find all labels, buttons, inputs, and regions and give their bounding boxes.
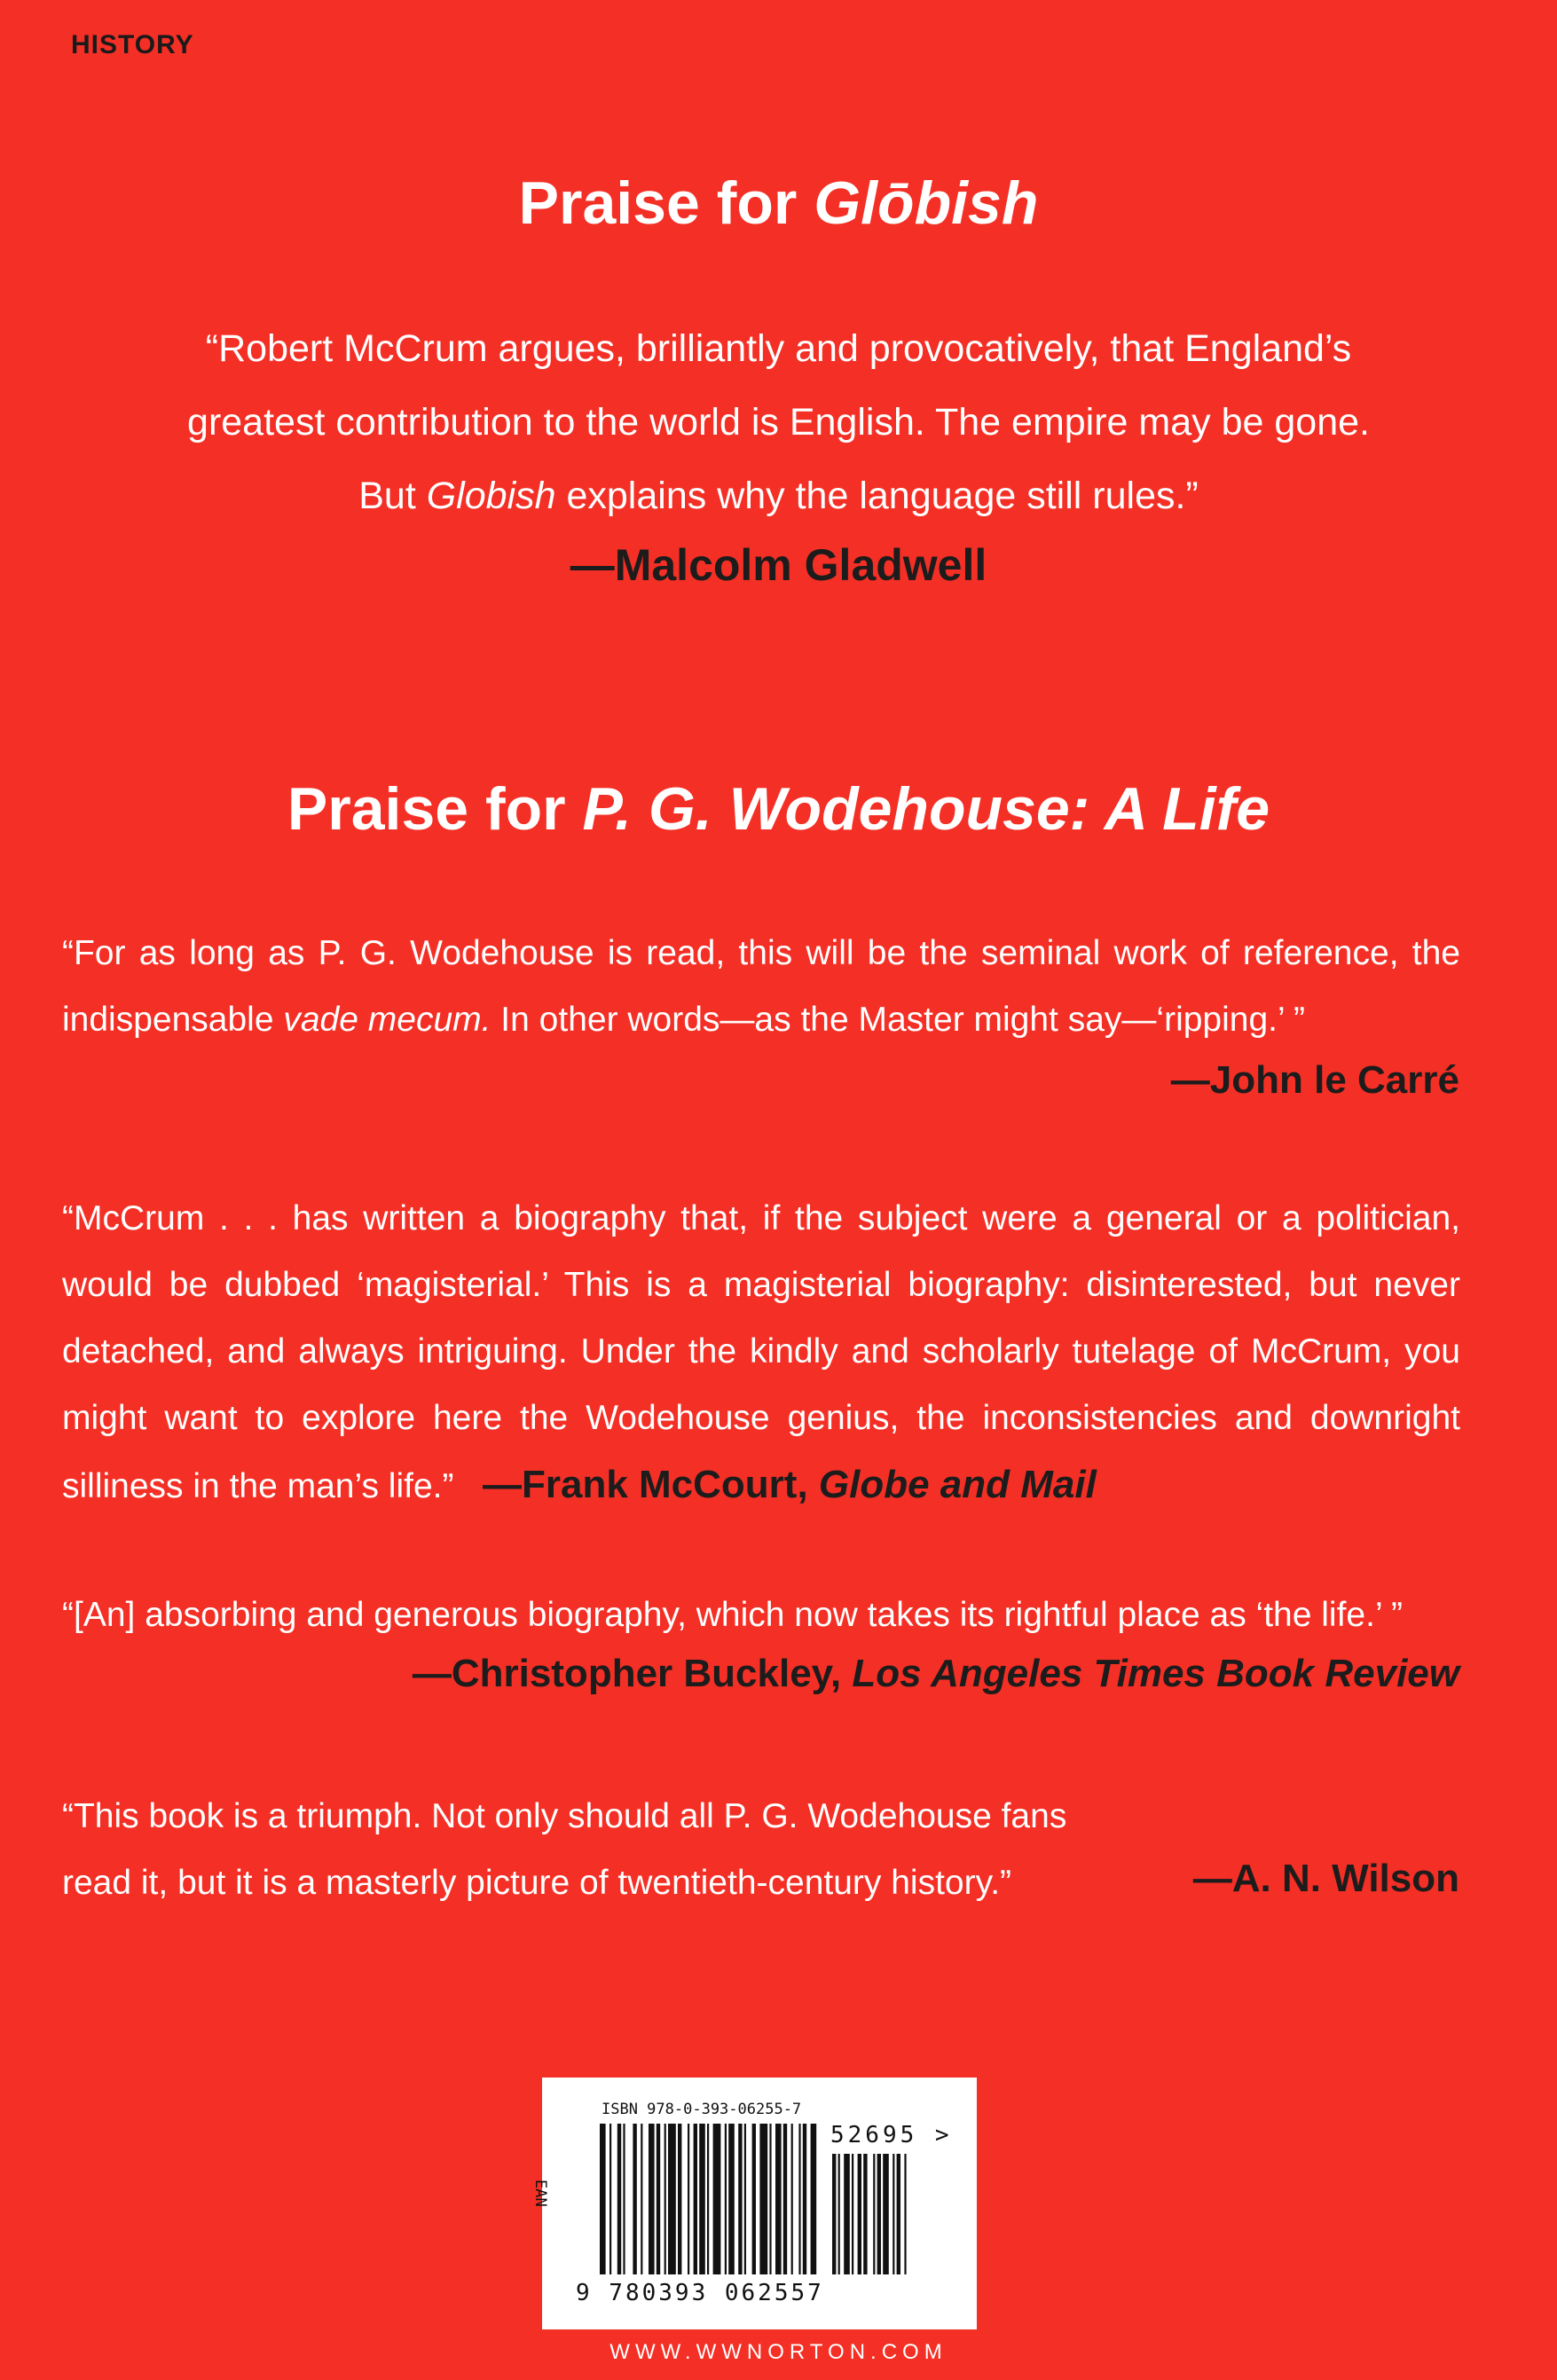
- quote-gladwell: [53, 312, 1504, 533]
- barcode-bar: [728, 2124, 735, 2274]
- quote-text: “This book is a triumph. Not only should all P. G. Wodehouse fans read it, but it is a masterly picture of twentieth-century history.”: [62, 1797, 1067, 1902]
- barcode-bar: [633, 2124, 636, 2274]
- quote-text: In other words—as the Master might say—‘ripping.’ ”: [491, 1001, 1306, 1039]
- barcode-bar: [688, 2124, 689, 2274]
- barcode-addon-bar: [904, 2154, 906, 2274]
- barcode-addon-bar: [863, 2154, 867, 2274]
- barcode-bar: [713, 2124, 721, 2274]
- quote-italic: vade mecum.: [283, 1001, 491, 1039]
- barcode-addon-bar: [873, 2154, 875, 2274]
- barcode-bar: [752, 2124, 756, 2274]
- barcode-bar: [725, 2124, 727, 2274]
- title-book: P. G. Wodehouse: A Life: [582, 775, 1270, 843]
- section-title-globish: [0, 169, 1557, 238]
- barcode-bar: [641, 2124, 642, 2274]
- quote-italic: Globish: [426, 475, 556, 517]
- barcode-bar: [803, 2124, 806, 2274]
- barcode-addon-bar: [877, 2154, 881, 2274]
- category-label: HISTORY: [71, 30, 194, 59]
- barcode-box: [531, 2078, 977, 2329]
- barcode-bar: [811, 2124, 817, 2274]
- section-title-wodehouse: [0, 774, 1557, 844]
- barcode-bar: [600, 2124, 606, 2274]
- quote-buckley: [62, 1582, 1460, 1648]
- title-book: Glōbish: [814, 169, 1039, 237]
- price-code: 52695 >: [830, 2122, 953, 2148]
- attribution-gladwell: —Malcolm Gladwell: [570, 540, 987, 590]
- ean-label: EAN: [531, 2180, 549, 2207]
- quote-le-carre: [62, 920, 1460, 1053]
- barcode-bar: [649, 2124, 655, 2274]
- barcode-bar: [738, 2124, 742, 2274]
- barcode-bar: [694, 2124, 697, 2274]
- barcode-addon-bar: [893, 2154, 894, 2274]
- barcode-bar: [657, 2124, 660, 2274]
- attribution-publication: Los Angeles Times Book Review: [852, 1652, 1459, 1695]
- barcode-bar: [791, 2124, 793, 2274]
- title-prefix: Praise for: [287, 775, 583, 843]
- barcode-addon-bar: [844, 2154, 850, 2274]
- barcode-bar: [664, 2124, 666, 2274]
- barcode-bar: [623, 2124, 625, 2274]
- attribution-name: —Frank McCourt,: [482, 1463, 819, 1506]
- quote-line: greatest contribution to the world is English. The empire may be gone.: [187, 401, 1370, 444]
- quote-mccourt: [62, 1185, 1460, 1520]
- barcode-bar: [775, 2124, 782, 2274]
- barcode-addon-bar: [852, 2154, 853, 2274]
- barcode-bar: [783, 2124, 787, 2274]
- barcode-bar: [769, 2124, 771, 2274]
- attribution-buckley: [413, 1652, 1459, 1696]
- quote-line: “Robert McCrum argues, brilliantly and provocatively, that England’s: [205, 327, 1352, 370]
- quote-text: “For as long as P. G. Wodehouse is read, this will be the seminal work of reference, the indispensable: [62, 934, 1460, 1039]
- attribution-publication: Globe and Mail: [818, 1463, 1097, 1506]
- barcode-bar: [707, 2124, 709, 2274]
- quote-text: explains why the language still rules.”: [555, 475, 1199, 517]
- barcode-bar: [609, 2124, 611, 2274]
- attribution-name: —Christopher Buckley,: [412, 1652, 853, 1695]
- barcode-addon-bar: [897, 2154, 900, 2274]
- publisher-website: WWW.WWNORTON.COM: [609, 2340, 948, 2364]
- quote-wilson: [62, 1783, 1144, 1916]
- barcode-bar: [759, 2124, 767, 2274]
- quote-text: But: [358, 475, 427, 517]
- barcode-bar: [668, 2124, 676, 2274]
- barcode-addon-bar: [832, 2154, 836, 2274]
- attribution-mccourt: [483, 1463, 1097, 1506]
- quote-line: [53, 460, 1504, 533]
- barcode-addon-bar: [858, 2154, 861, 2274]
- barcode-bar: [798, 2124, 800, 2274]
- attribution-le-carre: —John le Carré: [1170, 1058, 1459, 1102]
- barcode-bar: [699, 2124, 705, 2274]
- barcode-addon-bar: [883, 2154, 889, 2274]
- quote-text: “McCrum . . . has written a biography that, if the subject were a general or a politician, would be dubbed ‘magisterial.’ This is a magisterial biography: disinterested, but never detached, and always intriguing. Under the kindly and scholarly tutelage of McCrum, you might want to explore here the Wodehouse genius, the inconsistencies and downright silliness in the man’s life.”: [62, 1199, 1460, 1505]
- isbn-number: ISBN 978-0-393-06255-7: [602, 2101, 802, 2118]
- barcode-digits: 9 780393 062557: [576, 2280, 824, 2306]
- barcode-bar: [678, 2124, 681, 2274]
- barcode-bar: [617, 2124, 621, 2274]
- quote-text: “[An] absorbing and generous biography, which now takes its rightful place as ‘the life.’ ”: [62, 1596, 1404, 1634]
- barcode-addon-bar: [838, 2154, 840, 2274]
- title-prefix: Praise for: [518, 169, 814, 237]
- barcode-bar: [744, 2124, 746, 2274]
- attribution-wilson: —A. N. Wilson: [1192, 1857, 1459, 1900]
